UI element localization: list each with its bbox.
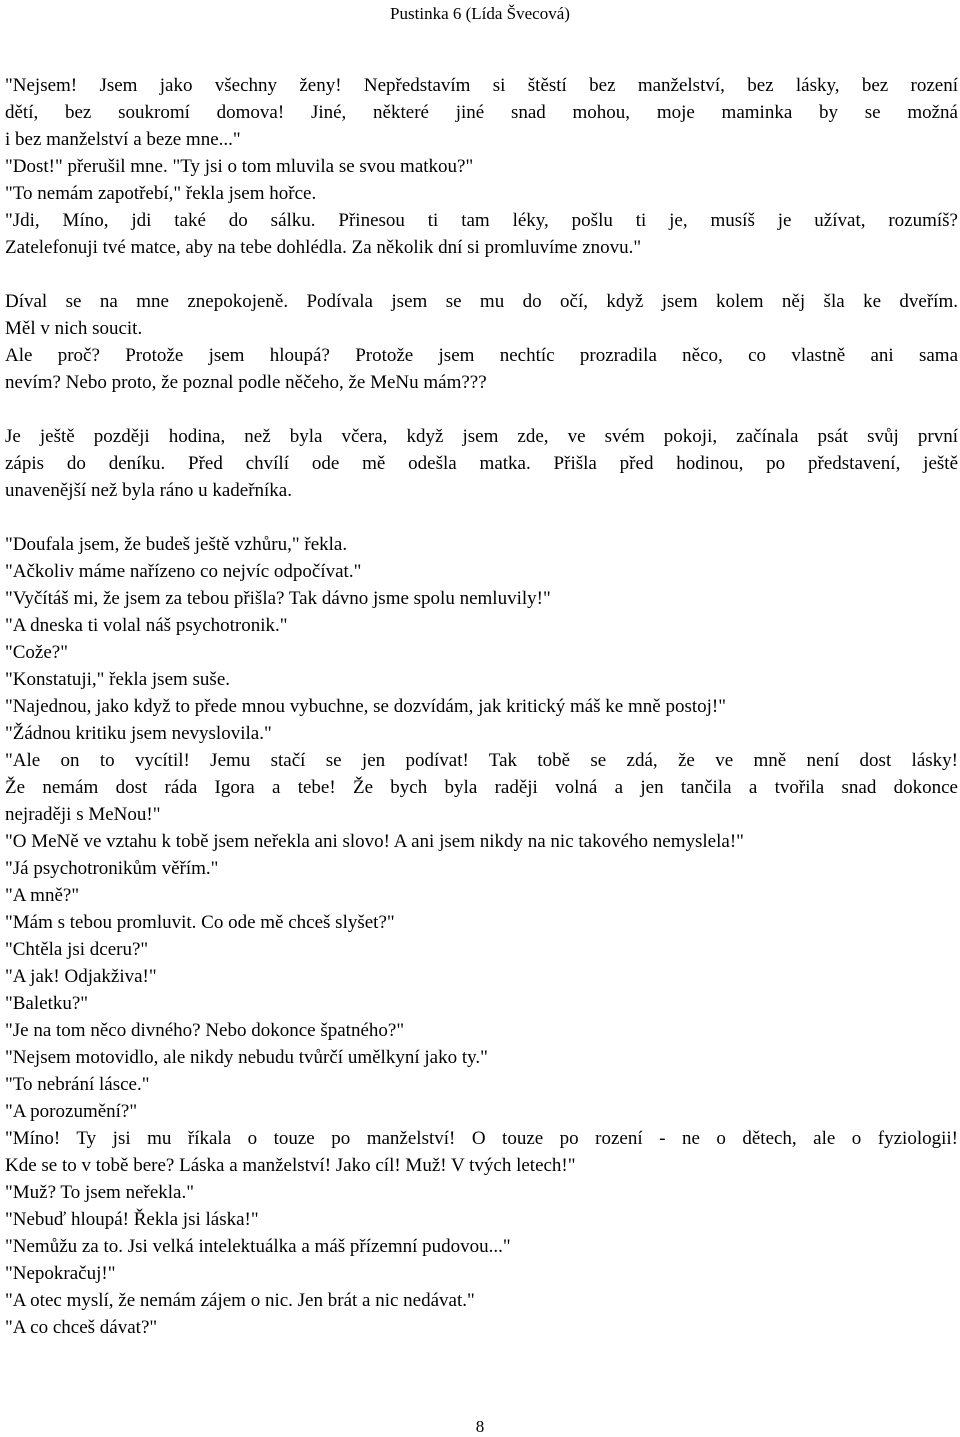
paragraph-gap [5,261,958,288]
text-line: Zatelefonuji tvé matce, aby na tebe dohlédla. Za několik dní si promluvíme znovu." [5,237,642,258]
text-line: "Nepokračuj!" [5,1263,116,1284]
document-body [5,72,958,1341]
text-line: "Žádnou kritiku jsem nevyslovila." [5,723,272,744]
text-line: "Vyčítáš mi, že jsem za tebou přišla? Tak dávno jsme spolu nemluvily!" [5,588,551,609]
text-line: "O MeNě ve vztahu k tobě jsem neřekla ani slovo! A ani jsem nikdy na nic takového nemyslela!" [5,831,744,852]
text-line: Kde se to v tobě bere? Láska a manželství! Jako cíl! Muž! V tvých letech!" [5,1155,576,1176]
text-line: "Nejsem motovidlo, ale nikdy nebudu tvůrčí umělkyní jako ty." [5,1047,488,1068]
text-line: "Ale on to vycítil! Jemu stačí se jen podívat! Tak tobě se zdá, že ve mně není dost lásky! [5,750,958,771]
text-line: "Chtěla jsi dceru?" [5,939,149,960]
text-line: "Jdi, Míno, jdi také do sálku. Přinesou ti tam léky, pošlu ti je, musíš je užívat, rozumíš? [5,210,958,231]
paragraph-gap [5,396,958,423]
text-line: Že nemám dost ráda Igora a tebe! Že bych byla raději volná a jen tančila a tvořila snad dokonce [5,777,958,798]
text-line: "Nemůžu za to. Jsi velká intelektuálka a máš přízemní pudovou..." [5,1236,511,1257]
text-line: "A jak! Odjakživa!" [5,966,157,987]
text-line: zápis do deníku. Před chvílí ode mě odešla matka. Přišla před hodinou, po představení, ještě [5,453,958,474]
text-line: "Doufala jsem, že budeš ještě vzhůru," řekla. [5,534,348,555]
text-line: Ale proč? Protože jsem hloupá? Protože jsem nechtíc prozradila něco, co vlastně ani sama [5,345,958,366]
text-line: "Cože?" [5,642,68,663]
text-line: Díval se na mne znepokojeně. Podívala jsem se mu do očí, když jsem kolem něj šla ke dveřím. [5,291,958,312]
page-header: Pustinka 6 (Lída Švecová) [390,4,570,23]
text-line: "A co chceš dávat?" [5,1317,158,1338]
text-line: unavenější než byla ráno u kadeřníka. [5,480,292,501]
text-line: "A otec myslí, že nemám zájem o nic. Jen brát a nic nedávat." [5,1290,475,1311]
text-line: "To nemám zapotřebí," řekla jsem hořce. [5,183,317,204]
text-line: "To nebrání lásce." [5,1074,150,1095]
text-line: Je ještě později hodina, než byla včera, když jsem zde, ve svém pokoji, začínala psát svůj první [5,426,958,447]
paragraph-gap [5,504,958,531]
text-line: "Je na tom něco divného? Nebo dokonce špatného?" [5,1020,405,1041]
text-line: "A dneska ti volal náš psychotronik." [5,615,288,636]
text-line: i bez manželství a beze mne..." [5,129,241,150]
text-line: "Baletku?" [5,993,89,1014]
text-line: "Najednou, jako když to přede mnou vybuchne, se dozvídám, jak kritický máš ke mně postoj!" [5,696,726,717]
text-line: "Nebuď hloupá! Řekla jsi láska!" [5,1209,259,1230]
text-line: "Konstatuji," řekla jsem suše. [5,669,231,690]
text-line: "A mně?" [5,885,80,906]
text-line: "Ačkoliv máme nařízeno co nejvíc odpočívat." [5,561,362,582]
text-line: "Mám s tebou promluvit. Co ode mě chceš slyšet?" [5,912,395,933]
text-line: "Dost!" přerušil mne. "Ty jsi o tom mluvila se svou matkou?" [5,156,474,177]
text-line: dětí, bez soukromí domova! Jiné, některé jiné snad mohou, moje maminka by se možná [5,102,958,123]
text-line: "A porozumění?" [5,1101,138,1122]
text-line: Měl v nich soucit. [5,318,143,339]
text-line: "Muž? To jsem neřekla." [5,1182,194,1203]
text-line: "Nejsem! Jsem jako všechny ženy! Nepředstavím si štěstí bez manželství, bez lásky, bez rození [5,75,958,96]
text-line: nejraději s MeNou!" [5,804,161,825]
text-line: "Míno! Ty jsi mu říkala o touze po manželství! O touze po rození - ne o dětech, ale o fyziologii! [5,1128,958,1149]
page-number: 8 [475,1417,485,1436]
text-line: "Já psychotronikům věřím." [5,858,219,879]
text-line: nevím? Nebo proto, že poznal podle něčeho, že MeNu mám??? [5,372,487,393]
